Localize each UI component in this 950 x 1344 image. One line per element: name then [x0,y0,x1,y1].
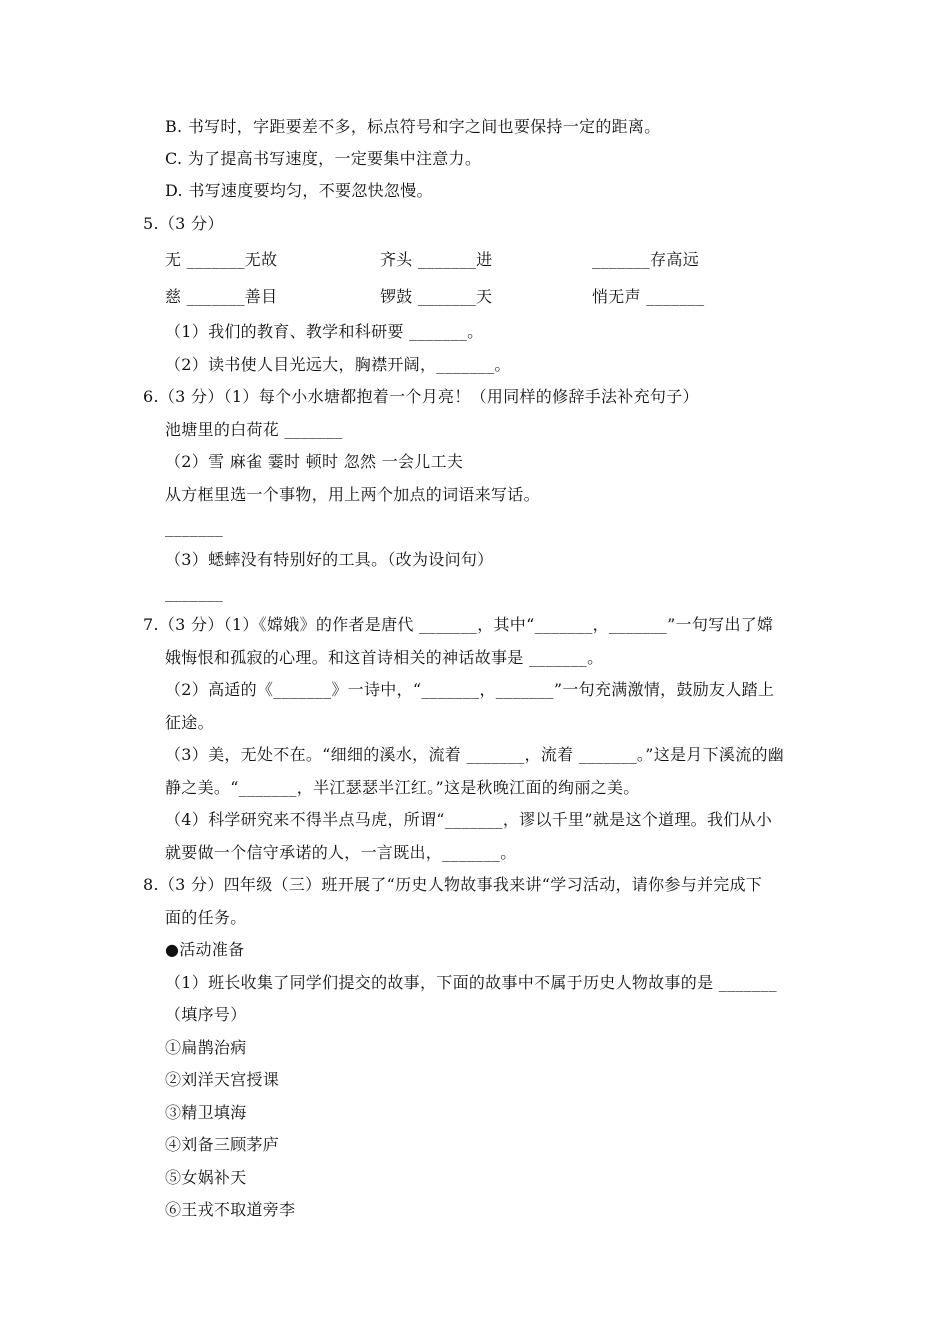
option-d: D. 书写速度要均匀，不要忽快忽慢。 [165,181,433,200]
q7-line-4: 征途。 [165,713,214,732]
q6-blank-2: _______ [165,583,224,602]
story-option-6: ⑥王戎不取道旁李 [165,1200,296,1219]
q5-sub-1: （1）我们的教育、教学和科研要 _______。 [165,322,484,341]
idiom-4: 慈 _______善目 [165,287,278,306]
q5-sub-2: （2）读书使人目光远大，胸襟开阔，_______。 [165,355,511,374]
q8-sub-1: （1）班长收集了同学们提交的故事，下面的故事中不属于历史人物故事的是 _______ [165,973,777,992]
story-option-3: ③精卫填海 [165,1103,247,1122]
q6-instruction: 从方框里选一个事物，用上两个加点的词语来写话。 [165,485,540,504]
q7-sub-2: （2）高适的《_______》一诗中，“_______，_______”一句充满激情，鼓励友人踏上 [165,680,775,699]
question-7-header: 7.（3 分）（1）《嫦娥》的作者是唐代 _______，其中“_______，_______”一句写出了嫦 [143,615,774,634]
q6-blank-1: _______ [165,518,224,537]
q7-line-6: 静之美。“_______，半江瑟瑟半江红。”这是秋晚江面的绚丽之美。 [165,778,640,797]
story-option-5: ⑤女娲补天 [165,1168,247,1187]
question-8-header: 8.（3 分）四年级（三）班开展了“历史人物故事我来讲“学习活动，请你参与并完成下 [143,875,763,894]
story-option-1: ①扁鹊治病 [165,1038,247,1057]
option-b: B. 书写时，字距要差不多，标点符号和字之间也要保持一定的距离。 [165,117,661,136]
q8-fill-note: （填序号） [165,1005,247,1024]
q6-sub-3: （3）蟋蟀没有特别好的工具。（改为设问句） [165,550,494,569]
q6-sub-2: （2）雪 麻雀 霎时 顿时 忽然 一会儿工夫 [165,452,464,471]
idiom-5: 锣鼓 _______天 [380,287,493,306]
activity-prep-heading: ●活动准备 [165,940,245,959]
idiom-2: 齐头 _______进 [380,250,493,269]
idiom-3: _______存高远 [592,250,699,269]
question-5-header: 5.（3 分） [143,214,224,233]
story-option-4: ④刘备三顾茅庐 [165,1135,280,1154]
q6-sentence: 池塘里的白荷花 _______ [165,420,343,439]
q7-sub-3: （3）美，无处不在。“细细的溪水，流着 _______，流着 _______。”这是月下溪流的幽 [165,745,785,764]
idiom-6: 悄无声 _______ [592,287,705,306]
q7-line-2: 娥悔恨和孤寂的心理。和这首诗相关的神话故事是 _______。 [165,648,604,667]
q7-line-8: 就要做一个信守承诺的人，一言既出，_______。 [165,843,517,862]
idiom-1: 无 _______无故 [165,250,278,269]
option-c: C. 为了提高书写速度，一定要集中注意力。 [165,149,482,168]
story-option-2: ②刘洋天宫授课 [165,1070,280,1089]
question-6-header: 6.（3 分）（1）每个小水塘都抱着一个月亮！（用同样的修辞手法补充句子） [143,387,699,406]
q7-sub-4: （4）科学研究来不得半点马虎，所谓“_______，谬以千里”就是这个道理。我们从小 [165,810,773,829]
q8-line-2: 面的任务。 [165,908,247,927]
